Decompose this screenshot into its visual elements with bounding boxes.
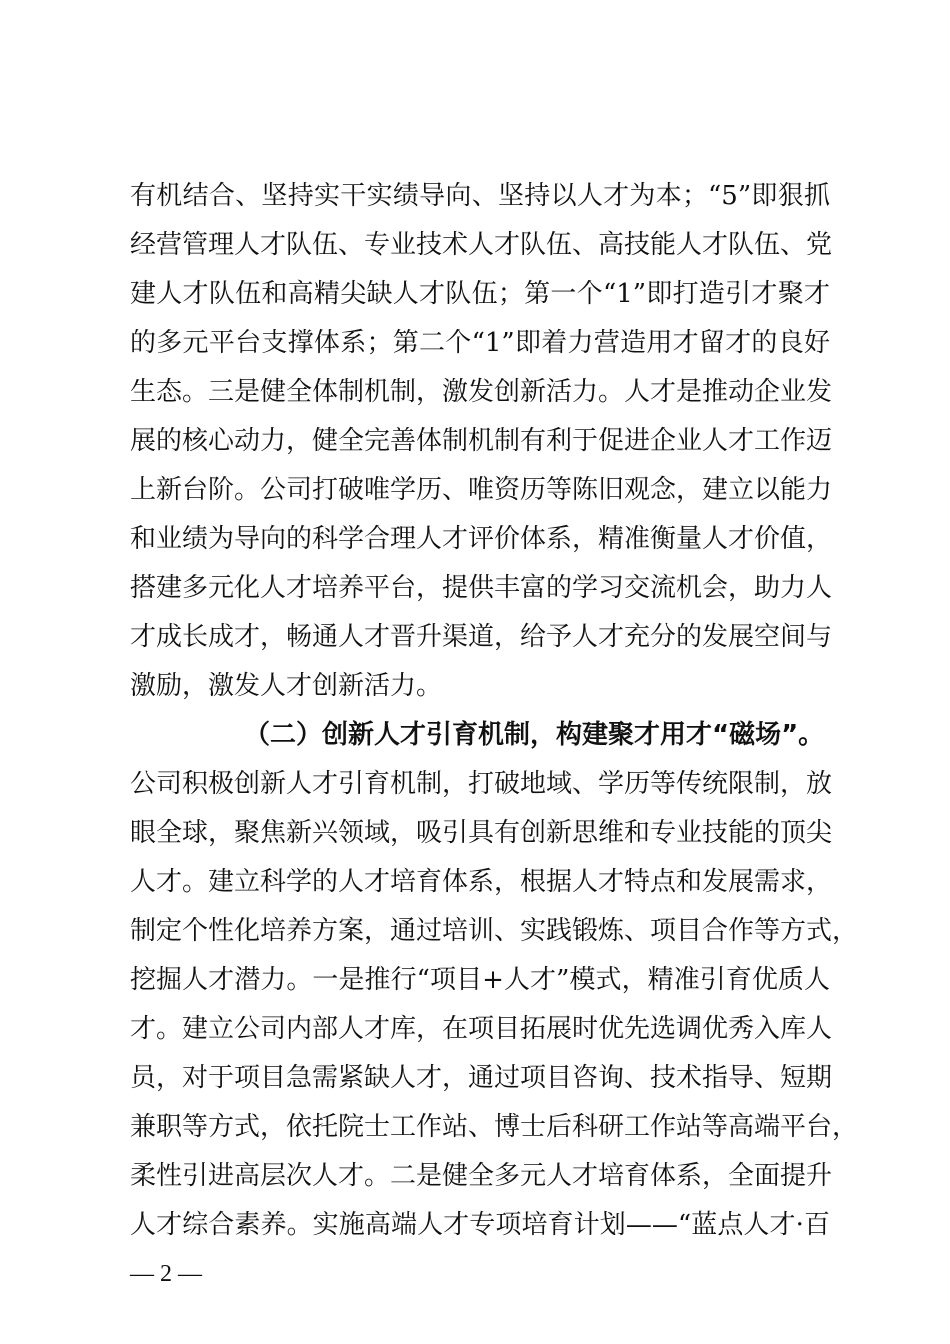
paragraph-line: 兼职等方式，依托院士工作站、博士后科研工作站等高端平台， bbox=[130, 1112, 859, 1142]
paragraph-line: 有机结合、坚持实干实绩导向、坚持以人才为本；“5”即狠抓 bbox=[130, 181, 830, 211]
paragraph-line: 眼全球，聚焦新兴领域，吸引具有创新思维和专业技能的顶尖 bbox=[130, 818, 833, 848]
paragraph-line: 挖掘人才潜力。一是推行“项目+人才”模式，精准引育优质人 bbox=[130, 965, 830, 995]
paragraph-line: 的多元平台支撑体系；第二个“1”即着力营造用才留才的良好 bbox=[130, 328, 830, 358]
paragraph-line: 人才综合素养。实施高端人才专项培育计划——“蓝点人才·百 bbox=[130, 1210, 830, 1240]
section-heading-text: （二）创新人才引育机制，构建聚才用才“磁场”。 bbox=[244, 720, 825, 750]
paragraph-line: 生态。三是健全体制机制，激发创新活力。人才是推动企业发 bbox=[130, 377, 833, 407]
paragraph-line: 建人才队伍和高精尖缺人才队伍；第一个“1”即打造引才聚才 bbox=[130, 279, 830, 309]
paragraph-line: 展的核心动力，健全完善体制机制有利于促进企业人才工作迈 bbox=[130, 426, 833, 456]
paragraph-line: 公司积极创新人才引育机制，打破地域、学历等传统限制，放 bbox=[130, 769, 833, 799]
paragraph-line: 制定个性化培养方案，通过培训、实践锻炼、项目合作等方式， bbox=[130, 916, 859, 946]
paragraph-line: 激励，激发人才创新活力。 bbox=[130, 671, 443, 701]
paragraph-line: 搭建多元化人才培养平台，提供丰富的学习交流机会，助力人 bbox=[130, 573, 833, 603]
paragraph-line: 才成长成才，畅通人才晋升渠道，给予人才充分的发展空间与 bbox=[130, 622, 833, 652]
paragraph-line: 人才。建立科学的人才培育体系，根据人才特点和发展需求， bbox=[130, 867, 833, 897]
paragraph-line: 柔性引进高层次人才。二是健全多元人才培育体系，全面提升 bbox=[130, 1161, 833, 1191]
paragraph-line: 和业绩为导向的科学合理人才评价体系，精准衡量人才价值， bbox=[130, 524, 833, 554]
page-number: — 2 — bbox=[130, 1261, 202, 1287]
section-heading bbox=[130, 715, 830, 755]
paragraph-line: 才。建立公司内部人才库，在项目拓展时优先选调优秀入库人 bbox=[130, 1014, 833, 1044]
paragraph-line: 经营管理人才队伍、专业技术人才队伍、高技能人才队伍、党 bbox=[130, 230, 833, 260]
paragraph-line: 员，对于项目急需紧缺人才，通过项目咨询、技术指导、短期 bbox=[130, 1063, 833, 1093]
paragraph-line: 上新台阶。公司打破唯学历、唯资历等陈旧观念，建立以能力 bbox=[130, 475, 833, 505]
